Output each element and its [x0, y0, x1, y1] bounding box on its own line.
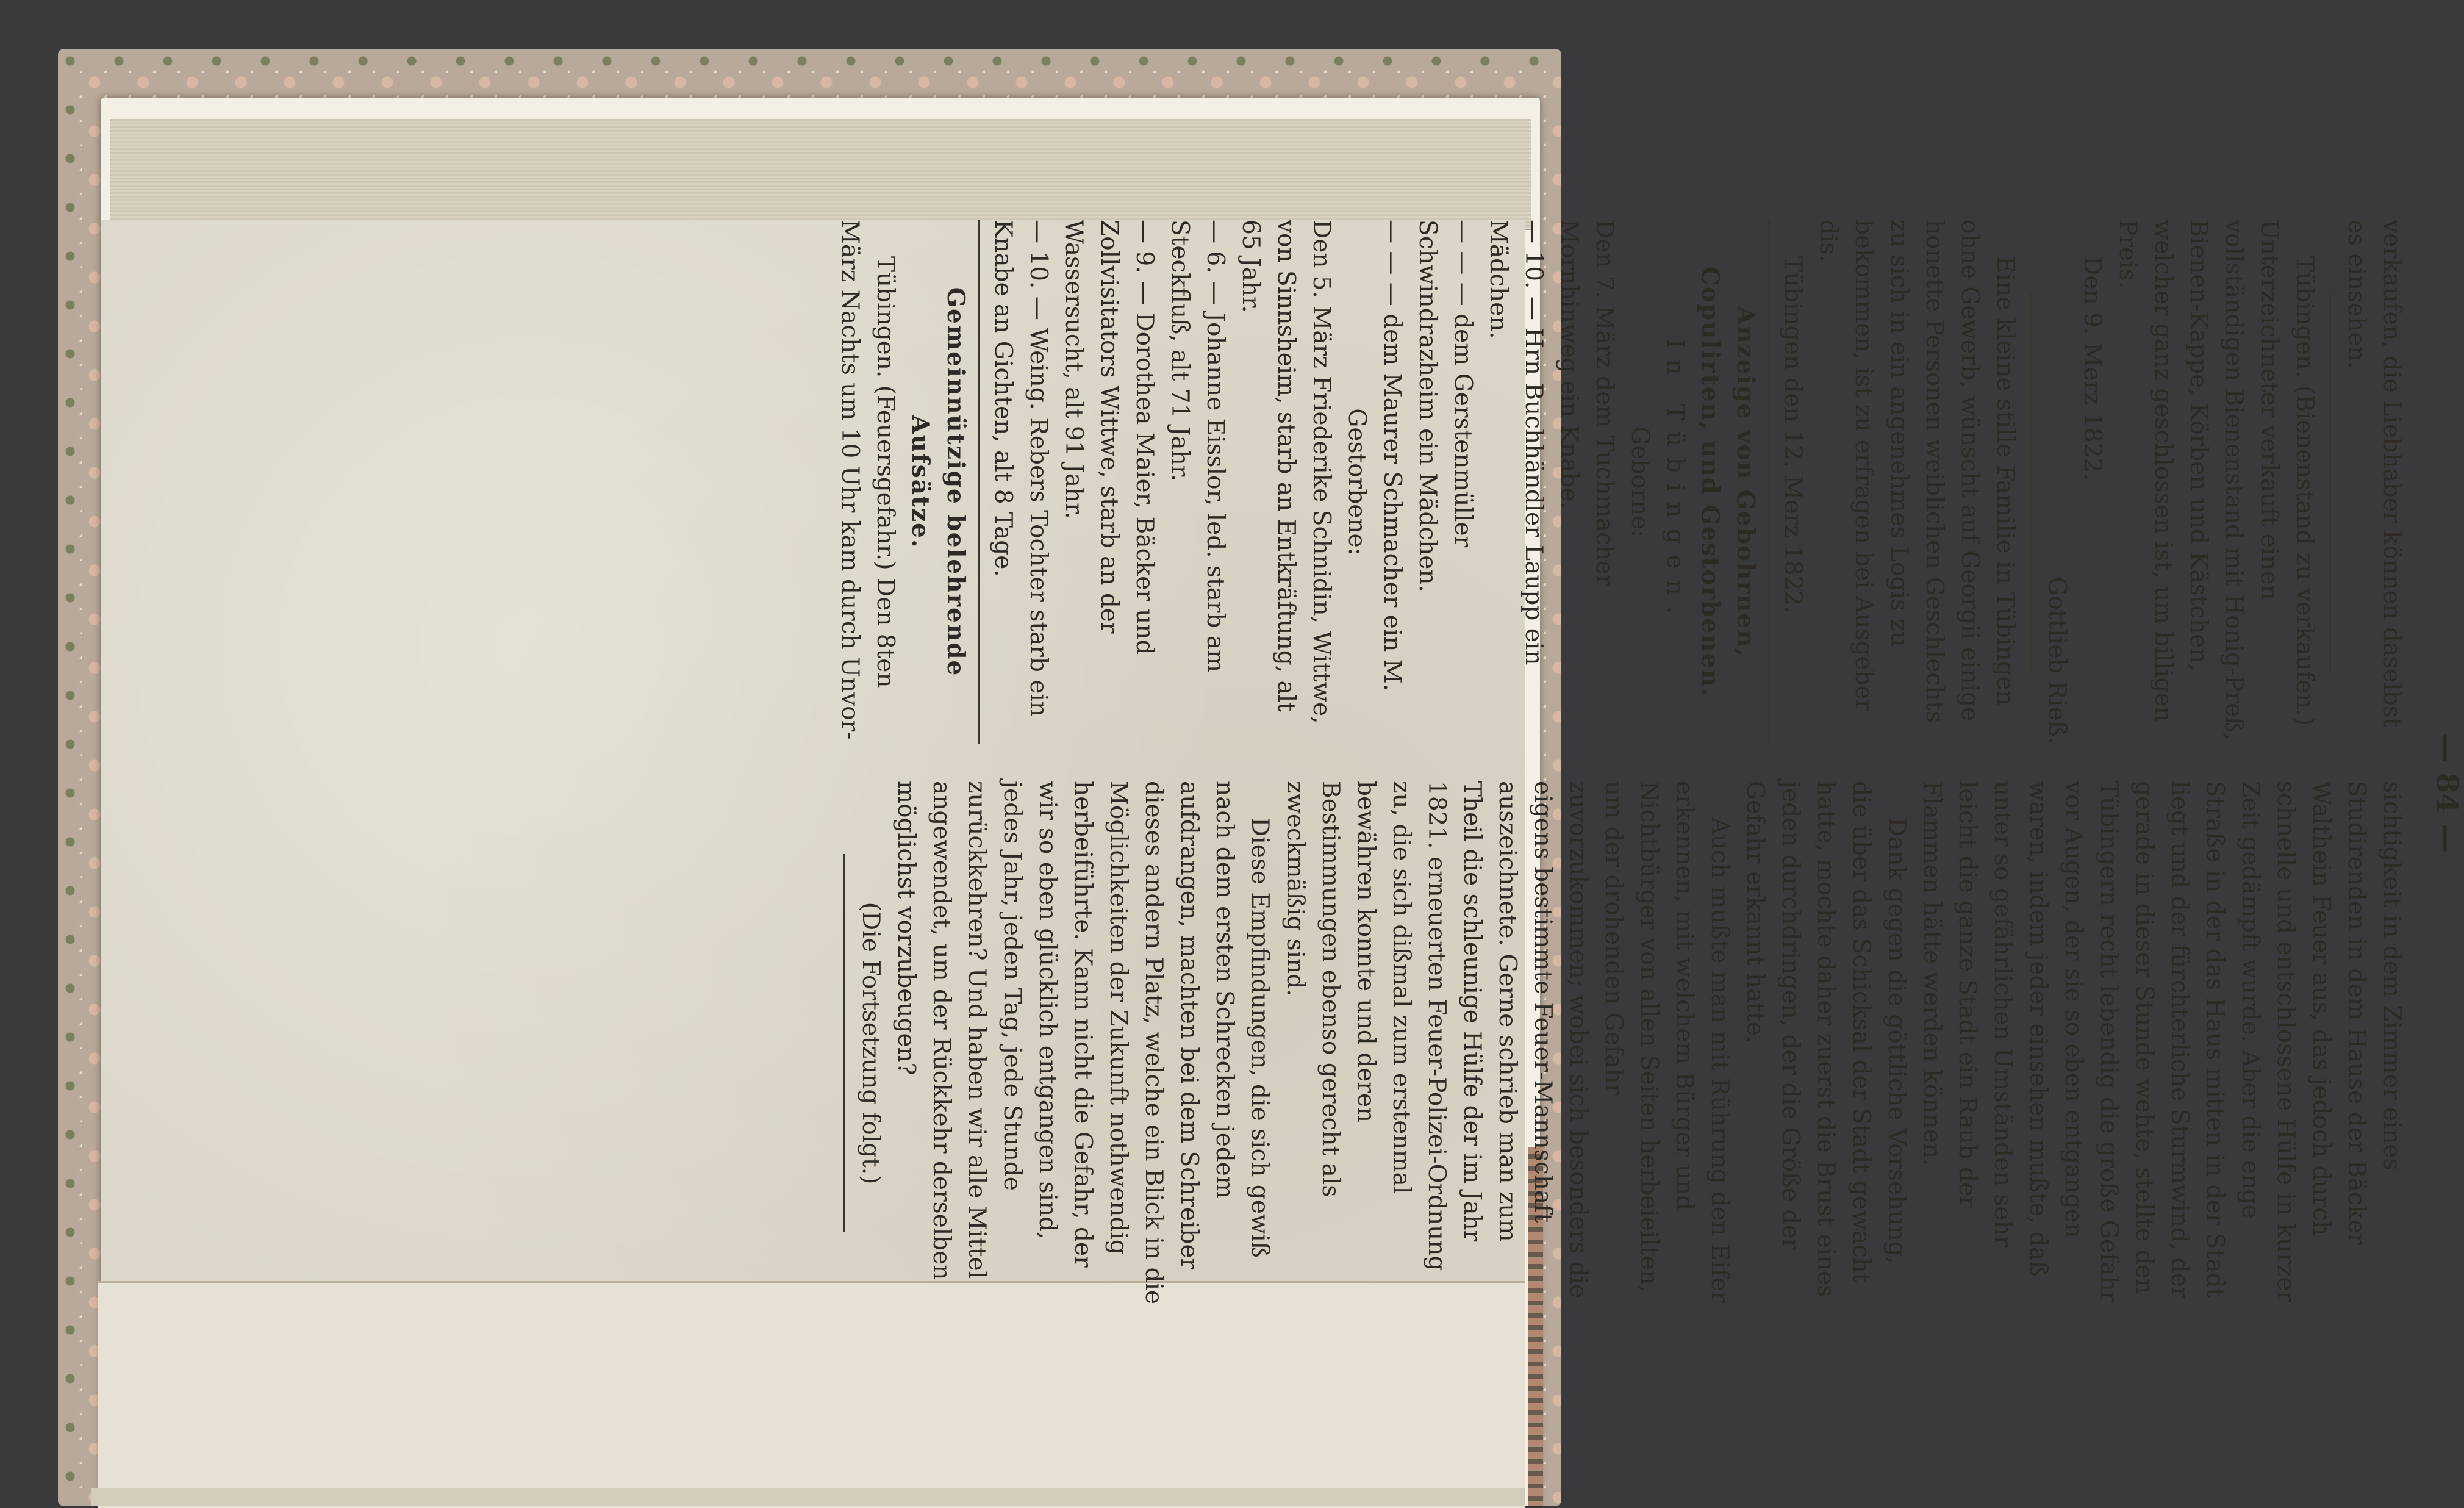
paragraph: verkaufen, die Liebhaber können daselbst es einsehen.: [2343, 220, 2405, 728]
place-heading: In Tübingen.: [1661, 339, 1689, 625]
page-edges: [110, 119, 1531, 230]
paragraph: Dank gegen die göttliche Vorsehung, die über das Schicksal der Stadt gewacht hatte, mochte daher zuerst die Brust eines jeden durchdringen, der die Größe der Gefahr erkannt hatte.: [1741, 781, 1910, 1298]
divider: [978, 220, 980, 744]
paragraph: Eine kleine stille Familie in Tübingen ohne Gewerb, wünscht auf Georgii einige honette Personen weiblichen Geschlechts zu sich in ein angenehmes Logis zu bekommen, ist zu erfragen bei Ausgeber dis.: [1814, 220, 2019, 723]
paragraph: Tübingen. (Bienenstand zu verkaufen.) Unterzeichneter verkauft einen vollständigen Bienenstand mit Honig-Preß, Bienen-Kappe, Körben und Kästchen, welcher ganz geschlossen ist, um billigen Preis.: [2114, 220, 2318, 741]
subheading: Geborne:: [1626, 426, 1653, 538]
page-number: — 84 —: [2430, 733, 2464, 853]
paragraph: Auch mußte man mit Rührung den Eifer erkennen, mit welchem Bürger und Nichtbürger von allen Seiten herbeieilten, um der drohenden Gefahr zuvorzukommen; wobei sich besonders die eigens bestimmte Feuer-Mannschaft auszeichnete. Gerne schrieb man zum Theil die schleunige Hülfe der im Jahr 1821. erneuerten Feuer-Polizei-Ordnung zu, die sich dißmal zum erstenmal bewähren konnte und deren Bestimmungen ebenso gerecht als zweckmäßig sind.: [1281, 781, 1733, 1303]
facing-page-edge: [91, 1488, 1525, 1506]
register-entry: — 6. — Johanne Eisslor, led. starb am Steckfluß, alt 71 Jahr.: [1166, 220, 1229, 673]
register-entry: Den 5. März Friederike Schnidin, Wittwe, von Sinnsheim, starb an Entkräftung, alt 65 Jahr.: [1237, 220, 1335, 724]
section-heading: Gemeinnützige belehrende Aufsätze.: [906, 287, 970, 677]
register-entry: — — — dem Gerstenmüller Schwindrazheim ein Mädchen.: [1414, 220, 1477, 592]
signature: Gottlieb Rieß.: [2043, 576, 2071, 744]
right-column: [836, 781, 2409, 1305]
divider: [1768, 220, 1770, 744]
left-column: [832, 220, 2409, 744]
register-entry: — 9. — Dorothea Maier, Bäcker und Zollvisitators Wittwe, starb an der Wassersucht, alt 91 Jahr.: [1060, 220, 1158, 655]
date-line: Den 9. Merz 1822.: [2079, 256, 2106, 481]
register-entry: — — — dem Maurer Schmacher ein M.: [1378, 220, 1406, 692]
paragraph: sichtigkeit in dem Zimmer eines Studirenden in dem Hause der Bäcker Walthein Feuer aus, das jedoch durch schnelle und entschlossene Hülfe in kurzer Zeit gedämpft wurde. Aber die enge Straße in der das Haus mitten in der Stadt liegt und der fürchterliche Sturmwind, der gerade in dieser Stunde wehte, stellte den Tübingern recht lebendig die große Gefahr vor Augen, der sie so eben entgangen waren, indem jeder einsehen mußte, daß unter so gefährlichen Umständen sehr leicht die ganze Stadt ein Raub der Flammen hätte werden können.: [1918, 781, 2405, 1303]
rotated-text-page: [836, 195, 2464, 1354]
facing-page: [98, 1281, 1525, 1508]
divider: [2329, 293, 2331, 671]
continuation-note: (Die Fortsetzung folgt.): [857, 902, 884, 1185]
divider: [843, 854, 845, 1232]
section-heading: Anzeige von Gebohrnen, Copulirten, und Gestorbenen.: [1696, 266, 1760, 698]
divider: [2030, 293, 2032, 671]
subheading: Gestorbene:: [1343, 408, 1370, 556]
paragraph: Tübingen. (Feuersgefahr.) Den 8ten März Nachts um 10 Uhr kam durch Unvor-: [836, 220, 899, 740]
register-entry: — 10. — Hrn Buchhändler Laupp ein Mädchen.: [1484, 220, 1547, 666]
register-entry: — 10. — Weing. Rebers Tochter starb ein Knabe an Gichten, alt 8 Tage.: [989, 220, 1052, 717]
register-entry: Den 7. März dem Tuchmacher Mornhinweg ein Knabe.: [1555, 220, 1618, 586]
paragraph: Diese Empfindungen, die sich gewiß nach dem ersten Schrecken jedem aufdrangen, machten bei dem Schreiber dieses andern Platz, welche ein Blick in die Möglichkeiten der Zukunft nothwendig herbeiführte. Kann nicht die Gefahr, der wir so eben glücklich entgangen sind, jedes Jahr, jeden Tag, jede Stunde zurückkehren? Und haben wir alle Mittel angewendet, um der Rückkehr derselben möglichst vorzubeugen?: [892, 781, 1273, 1304]
date-line: Tübingen den 12. Merz 1822.: [1779, 256, 1807, 614]
